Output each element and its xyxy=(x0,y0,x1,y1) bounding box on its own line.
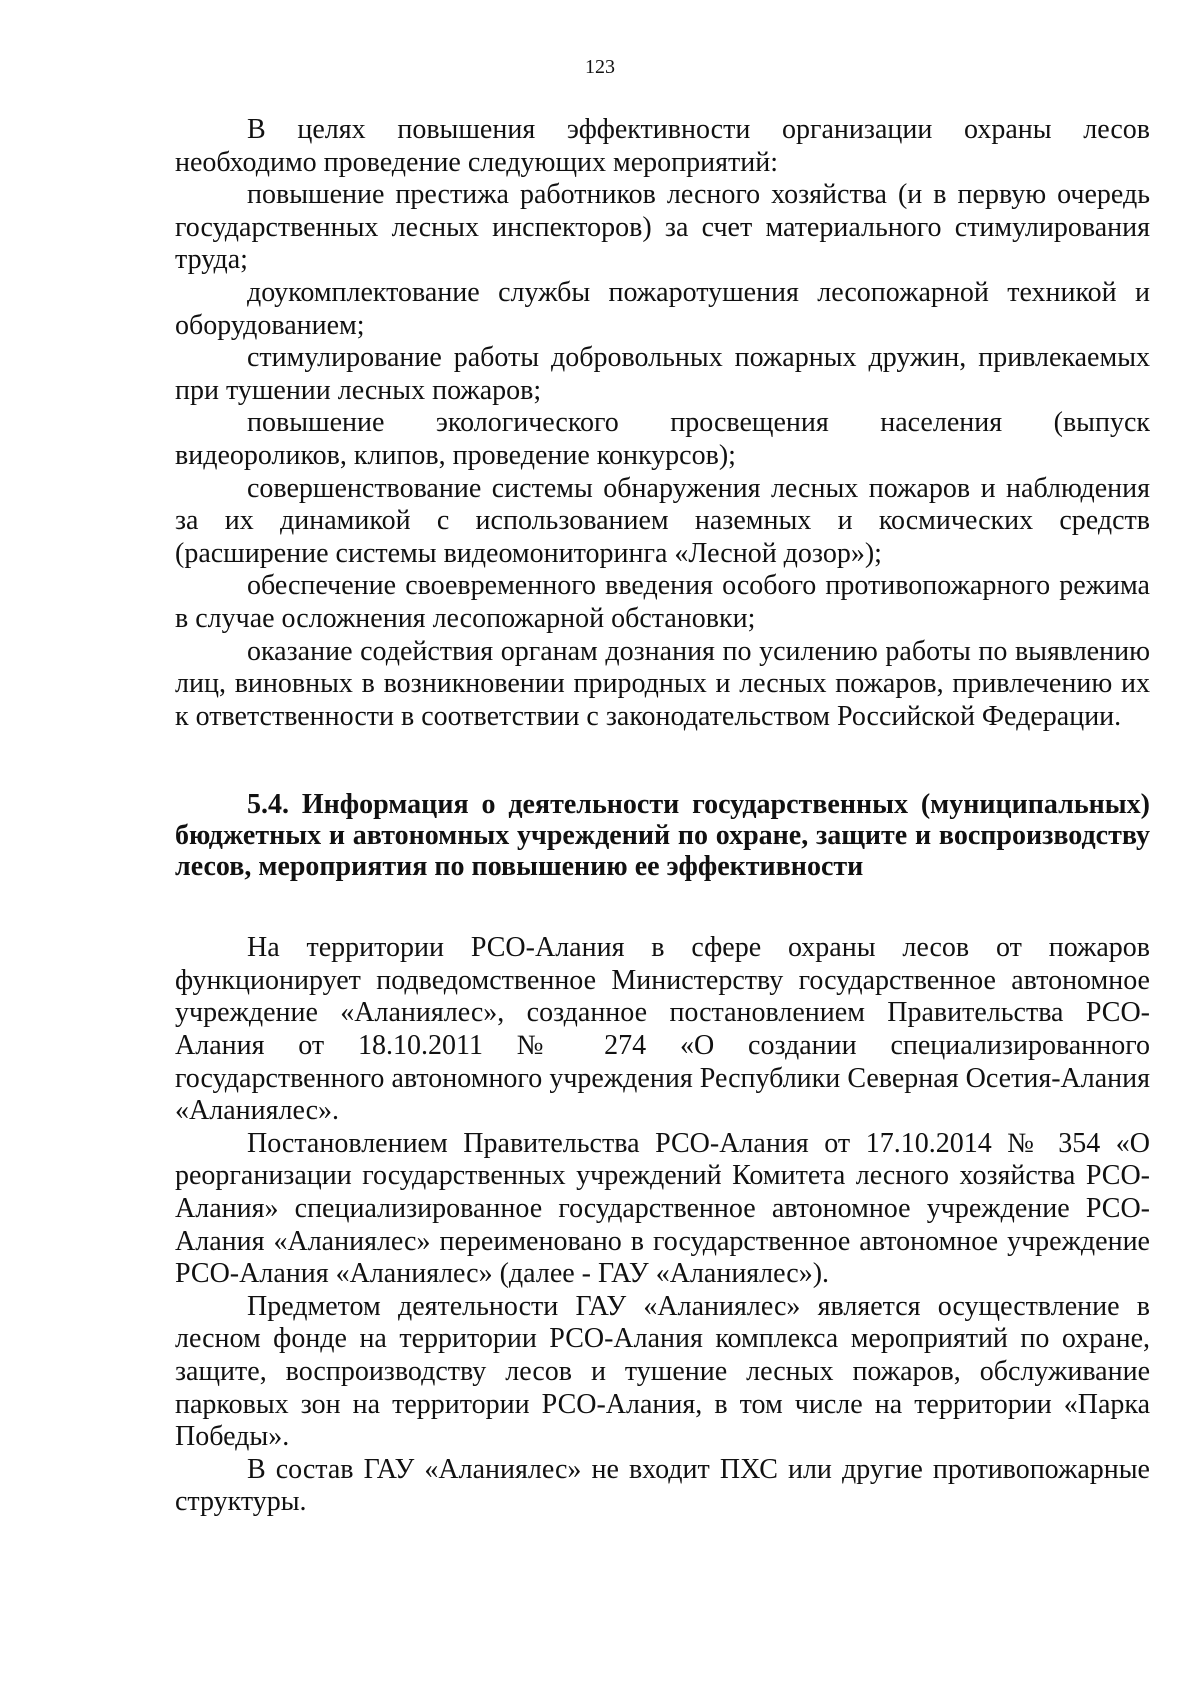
page-number: 123 xyxy=(585,56,615,78)
measure-item: доукомплектование службы пожаротушения лесопожарной техникой и оборудованием; xyxy=(175,276,1150,341)
section-heading: 5.4. Информация о деятельности государственных (муниципальных) бюджетных и автономных учреждений по охране, защите и воспроизводству лесов, мероприятия по повышению ее эффективности xyxy=(175,789,1150,883)
measure-item: повышение престижа работников лесного хозяйства (и в первую очередь государственных лесных инспекторов) за счет материального стимулирования труда; xyxy=(175,179,1150,276)
measure-item: обеспечение своевременного введения особого противопожарного режима в случае осложнения лесопожарной обстановки; xyxy=(175,570,1150,634)
measure-item: оказание содействия органам дознания по усилению работы по выявлению лиц, виновных в возникновении природных и лесных пожаров, привлечению их к ответственности в соответствии с законодательством Российской Федерации. xyxy=(175,635,1150,732)
measure-item: повышение экологического просвещения населения (выпуск видеороликов, клипов, проведение конкурсов); xyxy=(175,407,1150,471)
document-body xyxy=(175,114,1150,1519)
section-paragraph: Постановлением Правительства РСО-Алания от 17.10.2014 № 354 «О реорганизации государственных учреждений Комитета лесного хозяйства РСО-Алания» специализированное государственное автономное учреждение РСО-Алания «Аланиялес» переименовано в государственное автономное учреждение РСО-Алания «Аланиялес» (далее - ГАУ «Аланиялес»). xyxy=(175,1127,1150,1290)
section-paragraph: Предметом деятельности ГАУ «Аланиялес» является осуществление в лесном фонде на территории РСО-Алания комплекса мероприятий по охране, защите, воспроизводству лесов и тушение лесных пожаров, обслуживание парковых зон на территории РСО-Алания, в том числе на территории «Парка Победы». xyxy=(175,1290,1150,1453)
intro-lead: В целях повышения эффективности организации охраны лесов необходимо проведение следующих мероприятий: xyxy=(175,114,1150,178)
measure-item: стимулирование работы добровольных пожарных дружин, привлекаемых при тушении лесных пожаров; xyxy=(175,342,1150,406)
section-paragraph: В состав ГАУ «Аланиялес» не входит ПХС или другие противопожарные структуры. xyxy=(175,1453,1150,1518)
section-paragraph: На территории РСО-Алания в сфере охраны лесов от пожаров функционирует подведомственное Министерству государственное автономное учреждение «Аланиялес», созданное постановлением Правительства РСО-Алания от 18.10.2011 № 274 «О создании специализированного государственного автономного учреждения Республики Северная Осетия-Алания «Аланиялес». xyxy=(175,932,1150,1127)
measure-item: совершенствование системы обнаружения лесных пожаров и наблюдения за их динамикой с использованием наземных и космических средств (расширение системы видеомониторинга «Лесной дозор»); xyxy=(175,472,1150,569)
